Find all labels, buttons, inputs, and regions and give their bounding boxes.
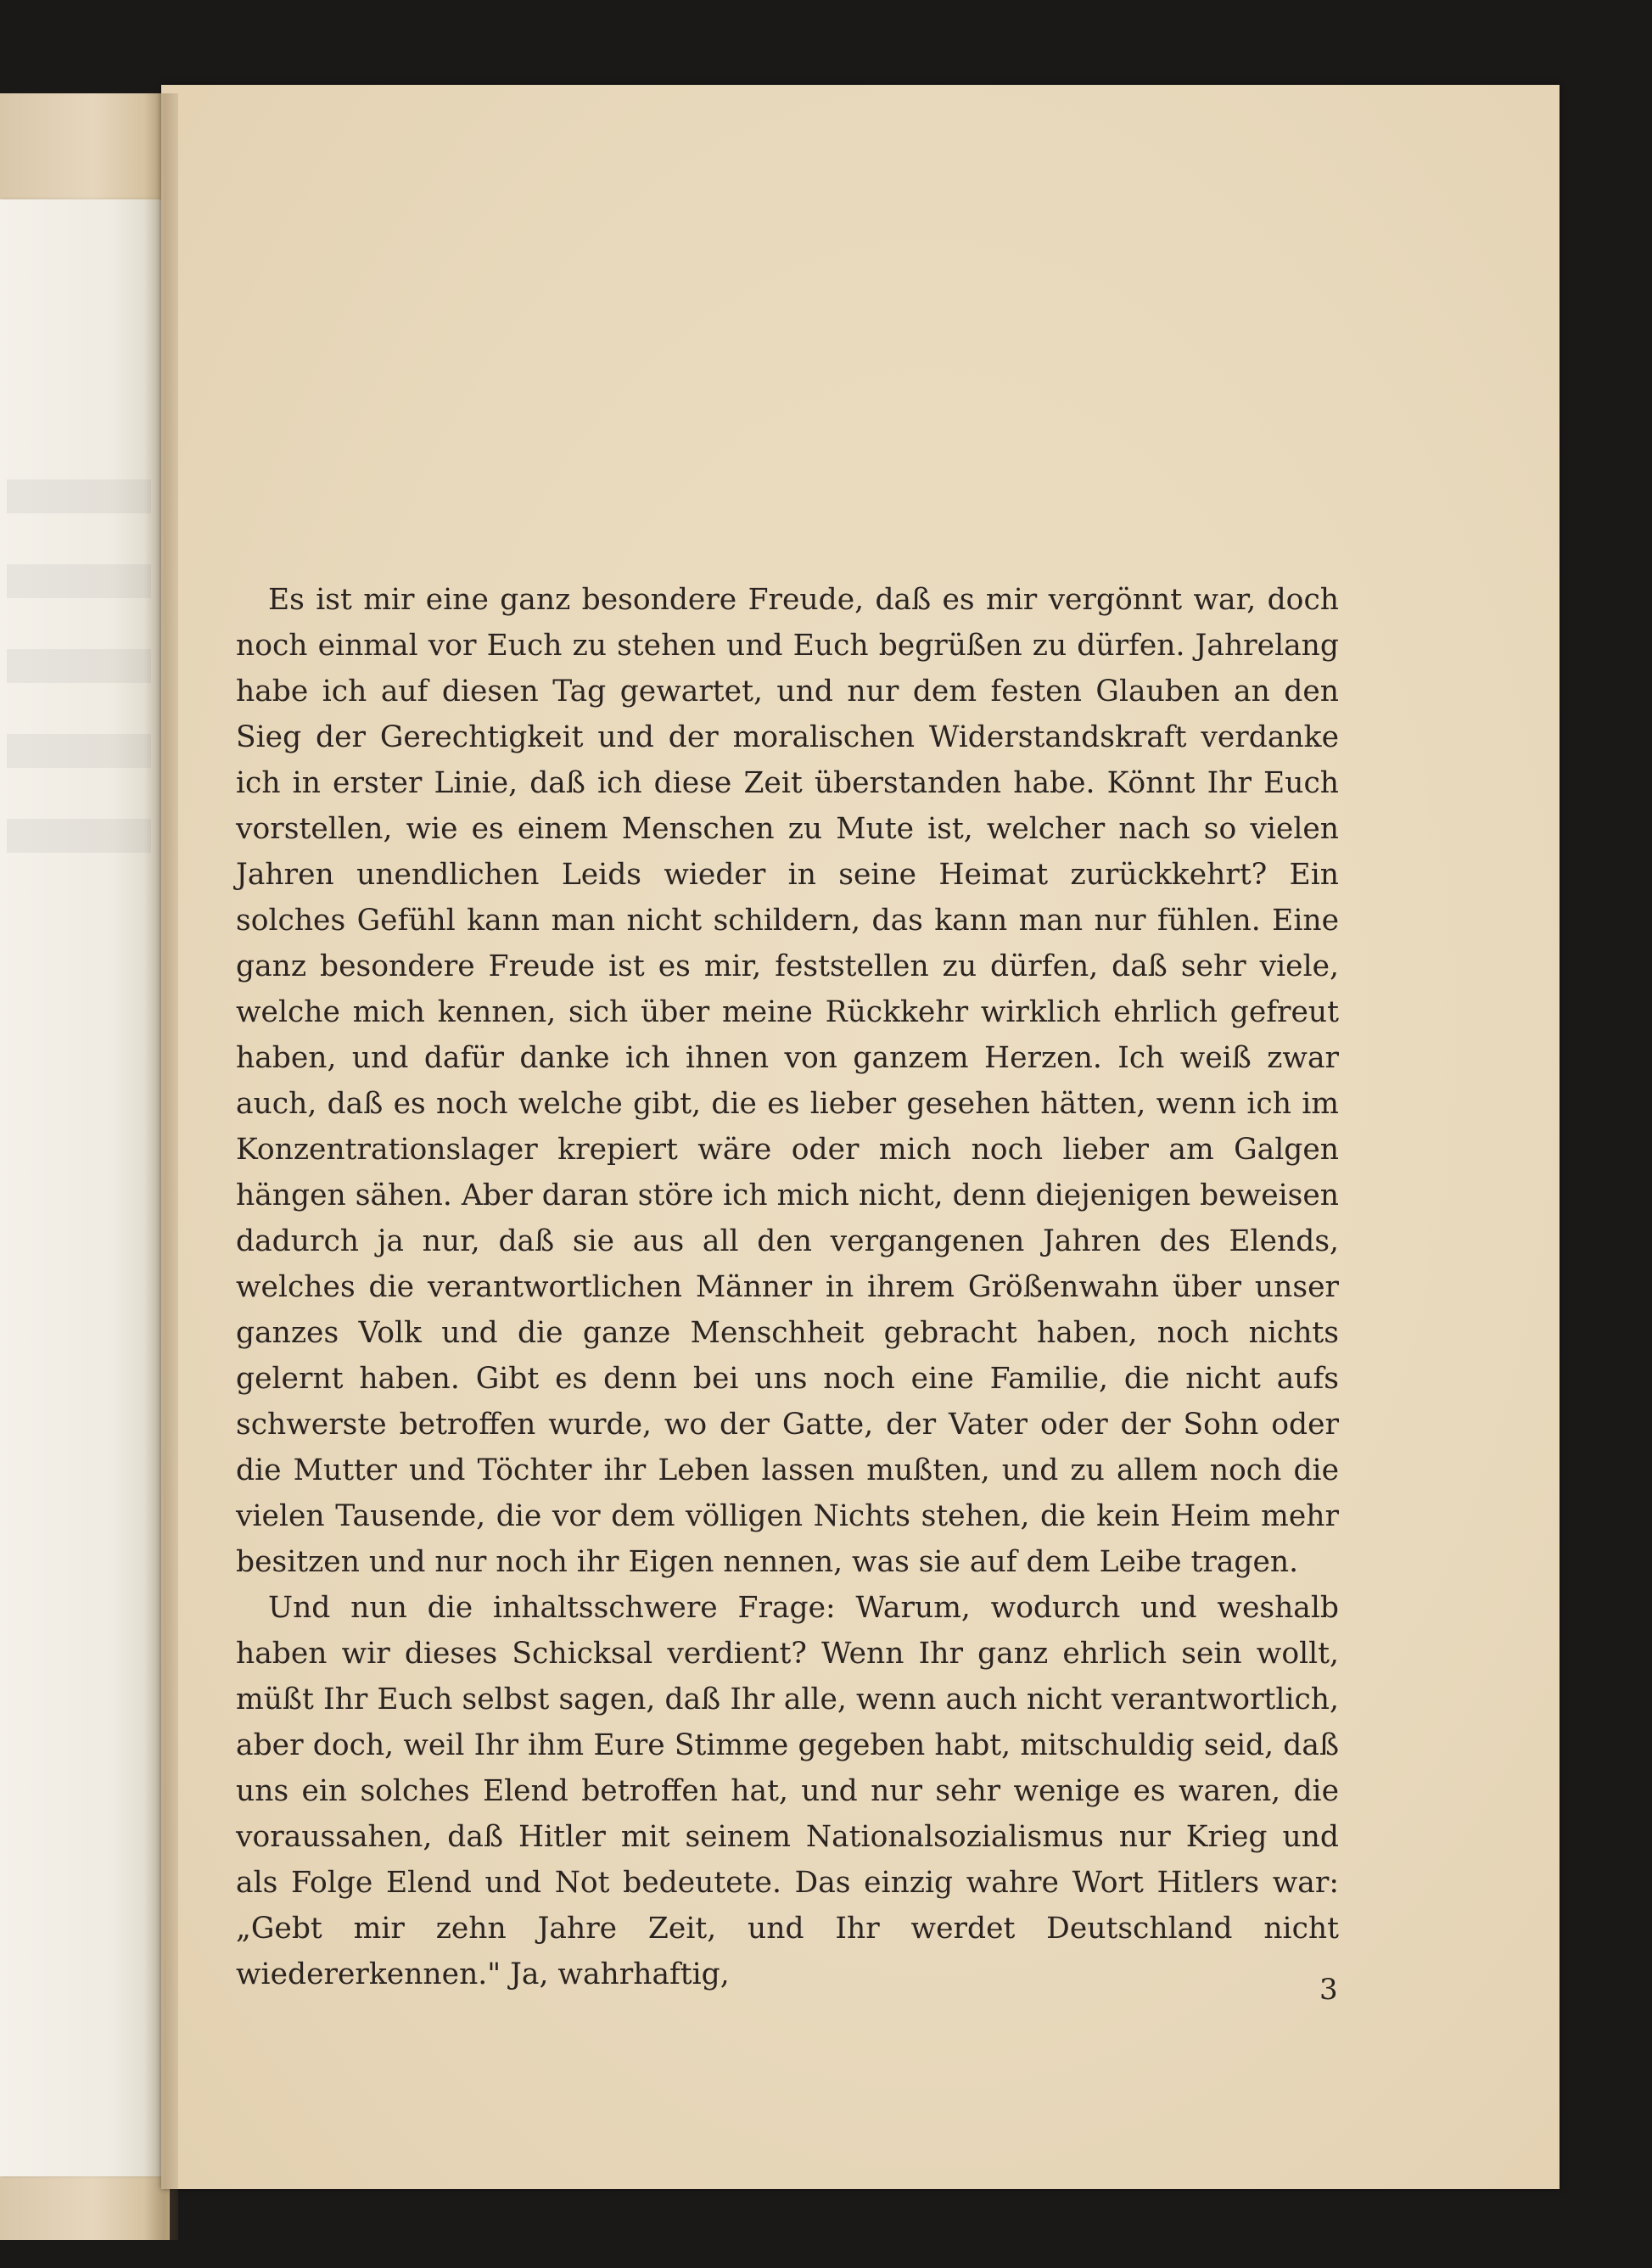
gutter-shadow — [144, 93, 178, 2240]
bleed-through-text — [7, 428, 151, 904]
paragraph-1: Es ist mir eine ganz besondere Freude, daß es mir vergönnt war, doch noch einmal vor Euch zu stehen und Euch begrüßen zu dürfen. Jahrelang habe ich auf diesen Tag gewartet, und nur dem festen Glauben an den Sieg der Gerechtigkeit und der moralischen Widerstandskraft verdanke ich in erster Linie, daß ich diese Zeit überstanden habe. Könnt Ihr Euch vorstellen, wie es einem Menschen zu Mute ist, welcher nach so vielen Jahren unendlichen Leids wieder in seine Heimat zurückkehrt? Ein solches Gefühl kann man nicht schildern, das kann man nur fühlen. Eine ganz besondere Freude ist es mir, feststellen zu dürfen, daß sehr viele, welche mich kennen, sich über meine Rückkehr wirklich ehrlich gefreut haben, und dafür danke ich ihnen von ganzem Herzen. Ich weiß zwar auch, daß es noch welche gibt, die es lieber gesehen hätten, wenn ich im Konzentrationslager krepiert wäre oder mich noch lieber am Galgen hängen sähen. Aber daran störe ich mich nicht, denn diejenigen beweisen dadurch ja nur, daß sie aus all den vergangenen Jahren des Elends, welches die verantwortlichen Männer in ihrem Größenwahn über unser ganzes Volk und die ganze Menschheit gebracht haben, noch nichts gelernt haben. Gibt es denn bei uns noch eine Familie, die nicht aufs schwerste betroffen wurde, wo der Gatte, der Vater oder der Sohn oder die Mutter und Töchter ihr Leben lassen mußten, und zu allem noch die vielen Tausende, die vor dem völligen Nichts stehen, die kein Heim mehr besitzen und nur noch ihr Eigen nennen, was sie auf dem Leibe tragen. — [236, 583, 1339, 1579]
paragraph-2: Und nun die inhaltsschwere Frage: Warum, wodurch und weshalb haben wir dieses Schicksal verdient? Wenn Ihr ganz ehrlich sein wollt, müßt Ihr Euch selbst sagen, daß Ihr alle, wenn auch nicht verantwortlich, aber doch, weil Ihr ihm Eure Stimme gegeben habt, mitschuldig seid, daß uns ein solches Elend betroffen hat, und nur sehr wenige es waren, die voraussahen, daß Hitler mit seinem Nationalsozialismus nur Krieg und als Folge Elend und Not bedeutete. Das einzig wahre Wort Hitlers war: „Gebt mir zehn Jahre Zeit, und Ihr werdet Deutschland nicht wiedererkennen." Ja, wahrhaftig, — [236, 1591, 1339, 1991]
previous-page-edge — [0, 199, 161, 2176]
page-body-text — [236, 577, 1339, 1997]
book-page — [161, 85, 1560, 2189]
page-number: 3 — [1319, 1973, 1338, 2007]
